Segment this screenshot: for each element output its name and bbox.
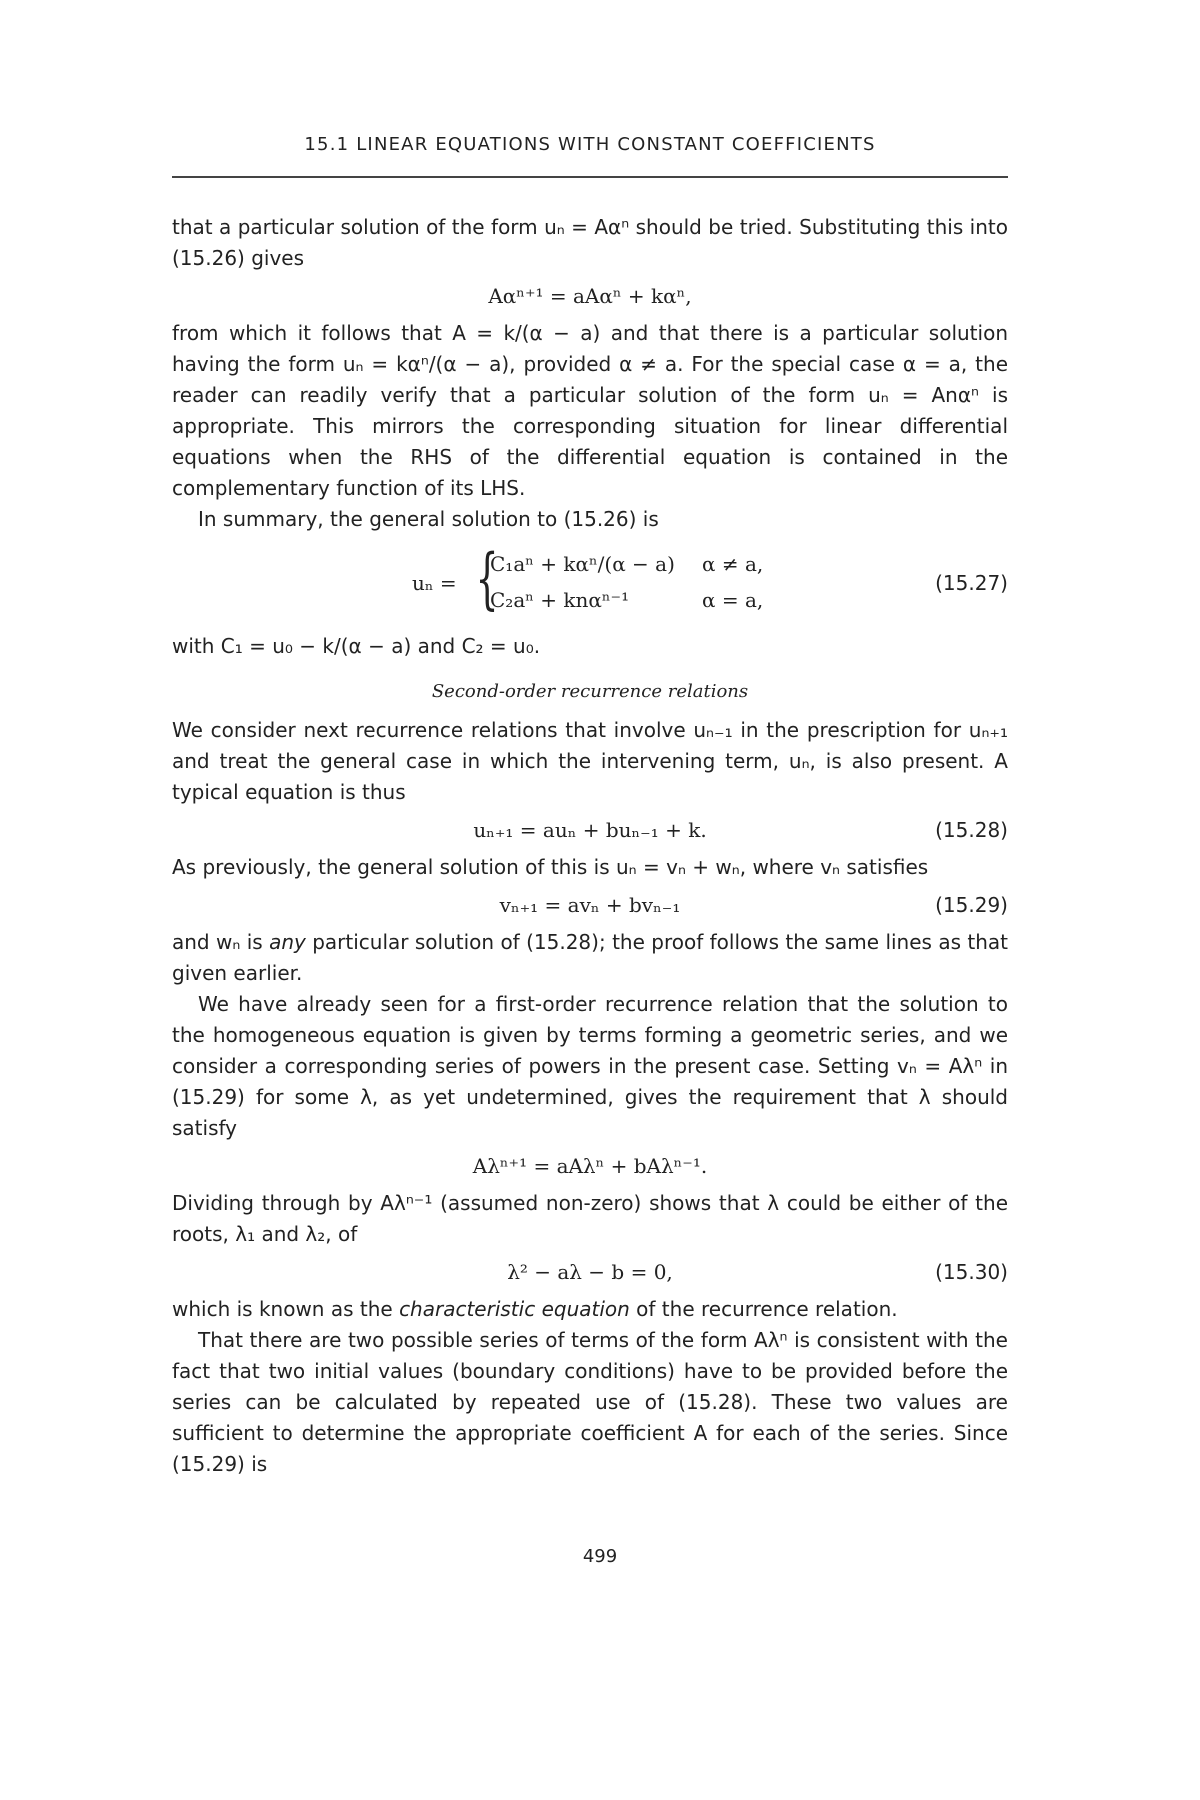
equation-15-29-text: vₙ₊₁ = avₙ + bvₙ₋₁ <box>499 893 681 917</box>
cases-row2-expression: C₂aⁿ + knαⁿ⁻¹ <box>490 588 630 612</box>
equation-15-28-text: uₙ₊₁ = auₙ + buₙ₋₁ + k. <box>473 818 707 842</box>
cases-row1-condition: α ≠ a, <box>702 552 764 576</box>
paragraph-11: That there are two possible series of terms of the form Aλⁿ is consistent with the fact that two initial values (boundary conditions) have to be provided before the series can be calculated by repeated use of (15.28). These two values are sufficient to determine the appropriate coefficient A for each of the series. Since (15.29) is <box>172 1328 1008 1476</box>
equation-15-28 <box>172 808 1008 852</box>
equation-unnumbered-1 <box>172 274 1008 318</box>
paragraph-7 <box>172 927 1008 989</box>
cases-row1-expression: C₁aⁿ + kαⁿ/(α − a) <box>490 552 675 576</box>
paragraph-1: that a particular solution of the form uₙ = Aαⁿ should be tried. Substituting this into (15.26) gives <box>172 215 1008 270</box>
equation-15-30 <box>172 1250 1008 1294</box>
equation-number-15-27: (15.27) <box>935 571 1008 595</box>
paragraph-4: with C₁ = u₀ − k/(α − a) and C₂ = u₀. <box>172 634 541 658</box>
emphasis-characteristic-equation: characteristic equation <box>399 1297 630 1321</box>
paragraph-10-part-a: which is known as the <box>172 1297 400 1321</box>
equation-15-29 <box>172 883 1008 927</box>
equation-15-27 <box>172 541 1008 627</box>
paragraph-9: Dividing through by Aλⁿ⁻¹ (assumed non-zero) shows that λ could be either of the roots, λ₁ and λ₂, of <box>172 1191 1008 1246</box>
page-number: 499 <box>582 1546 618 1567</box>
cases-row2-condition: α = a, <box>702 588 764 612</box>
emphasis-any: any <box>269 930 306 954</box>
equation-15-30-text: λ² − aλ − b = 0, <box>507 1260 673 1284</box>
paragraph-3: In summary, the general solution to (15.26) is <box>198 507 659 531</box>
running-head: 15.1 LINEAR EQUATIONS WITH CONSTANT COEFFICIENTS <box>304 134 876 155</box>
paragraph-8: We have already seen for a first-order recurrence relation that the solution to the homogeneous equation is given by terms forming a geometric series, and we consider a corresponding series of powers in the present case. Setting vₙ = Aλⁿ in (15.29) for some λ, as yet undetermined, gives the requirement that λ should satisfy <box>172 992 1008 1140</box>
paragraph-2: from which it follows that A = k/(α − a) and that there is a particular solution having the form uₙ = kαⁿ/(α − a), provided α ≠ a. For the special case α = a, the reader can readily verify that a particular solution of the form uₙ = Anαⁿ is appropriate. This mirrors the corresponding situation for linear differential equations when the RHS of the differential equation is contained in the complementary function of its LHS. <box>172 321 1008 500</box>
cases-lhs: uₙ = <box>412 571 457 595</box>
paragraph-5: We consider next recurrence relations that involve uₙ₋₁ in the prescription for uₙ₊₁ and treat the general case in which the intervening term, uₙ, is also present. A typical equation is thus <box>172 718 1008 804</box>
left-brace-icon: { <box>475 540 499 617</box>
equation-2-text: Aλⁿ⁺¹ = aAλⁿ + bAλⁿ⁻¹. <box>472 1154 708 1178</box>
equation-1-text: Aαⁿ⁺¹ = aAαⁿ + kαⁿ, <box>488 284 692 308</box>
equation-number-15-30: (15.30) <box>935 1260 1008 1284</box>
section-subheading: Second-order recurrence relations <box>431 681 749 702</box>
equation-unnumbered-2 <box>172 1144 1008 1188</box>
paragraph-7-part-b: particular solution of (15.28); the proof follows the same lines as that given earlier. <box>172 930 1008 985</box>
paragraph-7-part-a: and wₙ is <box>172 930 270 954</box>
page-body <box>172 212 1008 1480</box>
equation-number-15-28: (15.28) <box>935 818 1008 842</box>
paragraph-10 <box>172 1294 1008 1325</box>
equation-number-15-29: (15.29) <box>935 893 1008 917</box>
paragraph-10-part-b: of the recurrence relation. <box>629 1297 898 1321</box>
paragraph-6: As previously, the general solution of this is uₙ = vₙ + wₙ, where vₙ satisfies <box>172 855 929 879</box>
header-rule <box>172 176 1008 178</box>
